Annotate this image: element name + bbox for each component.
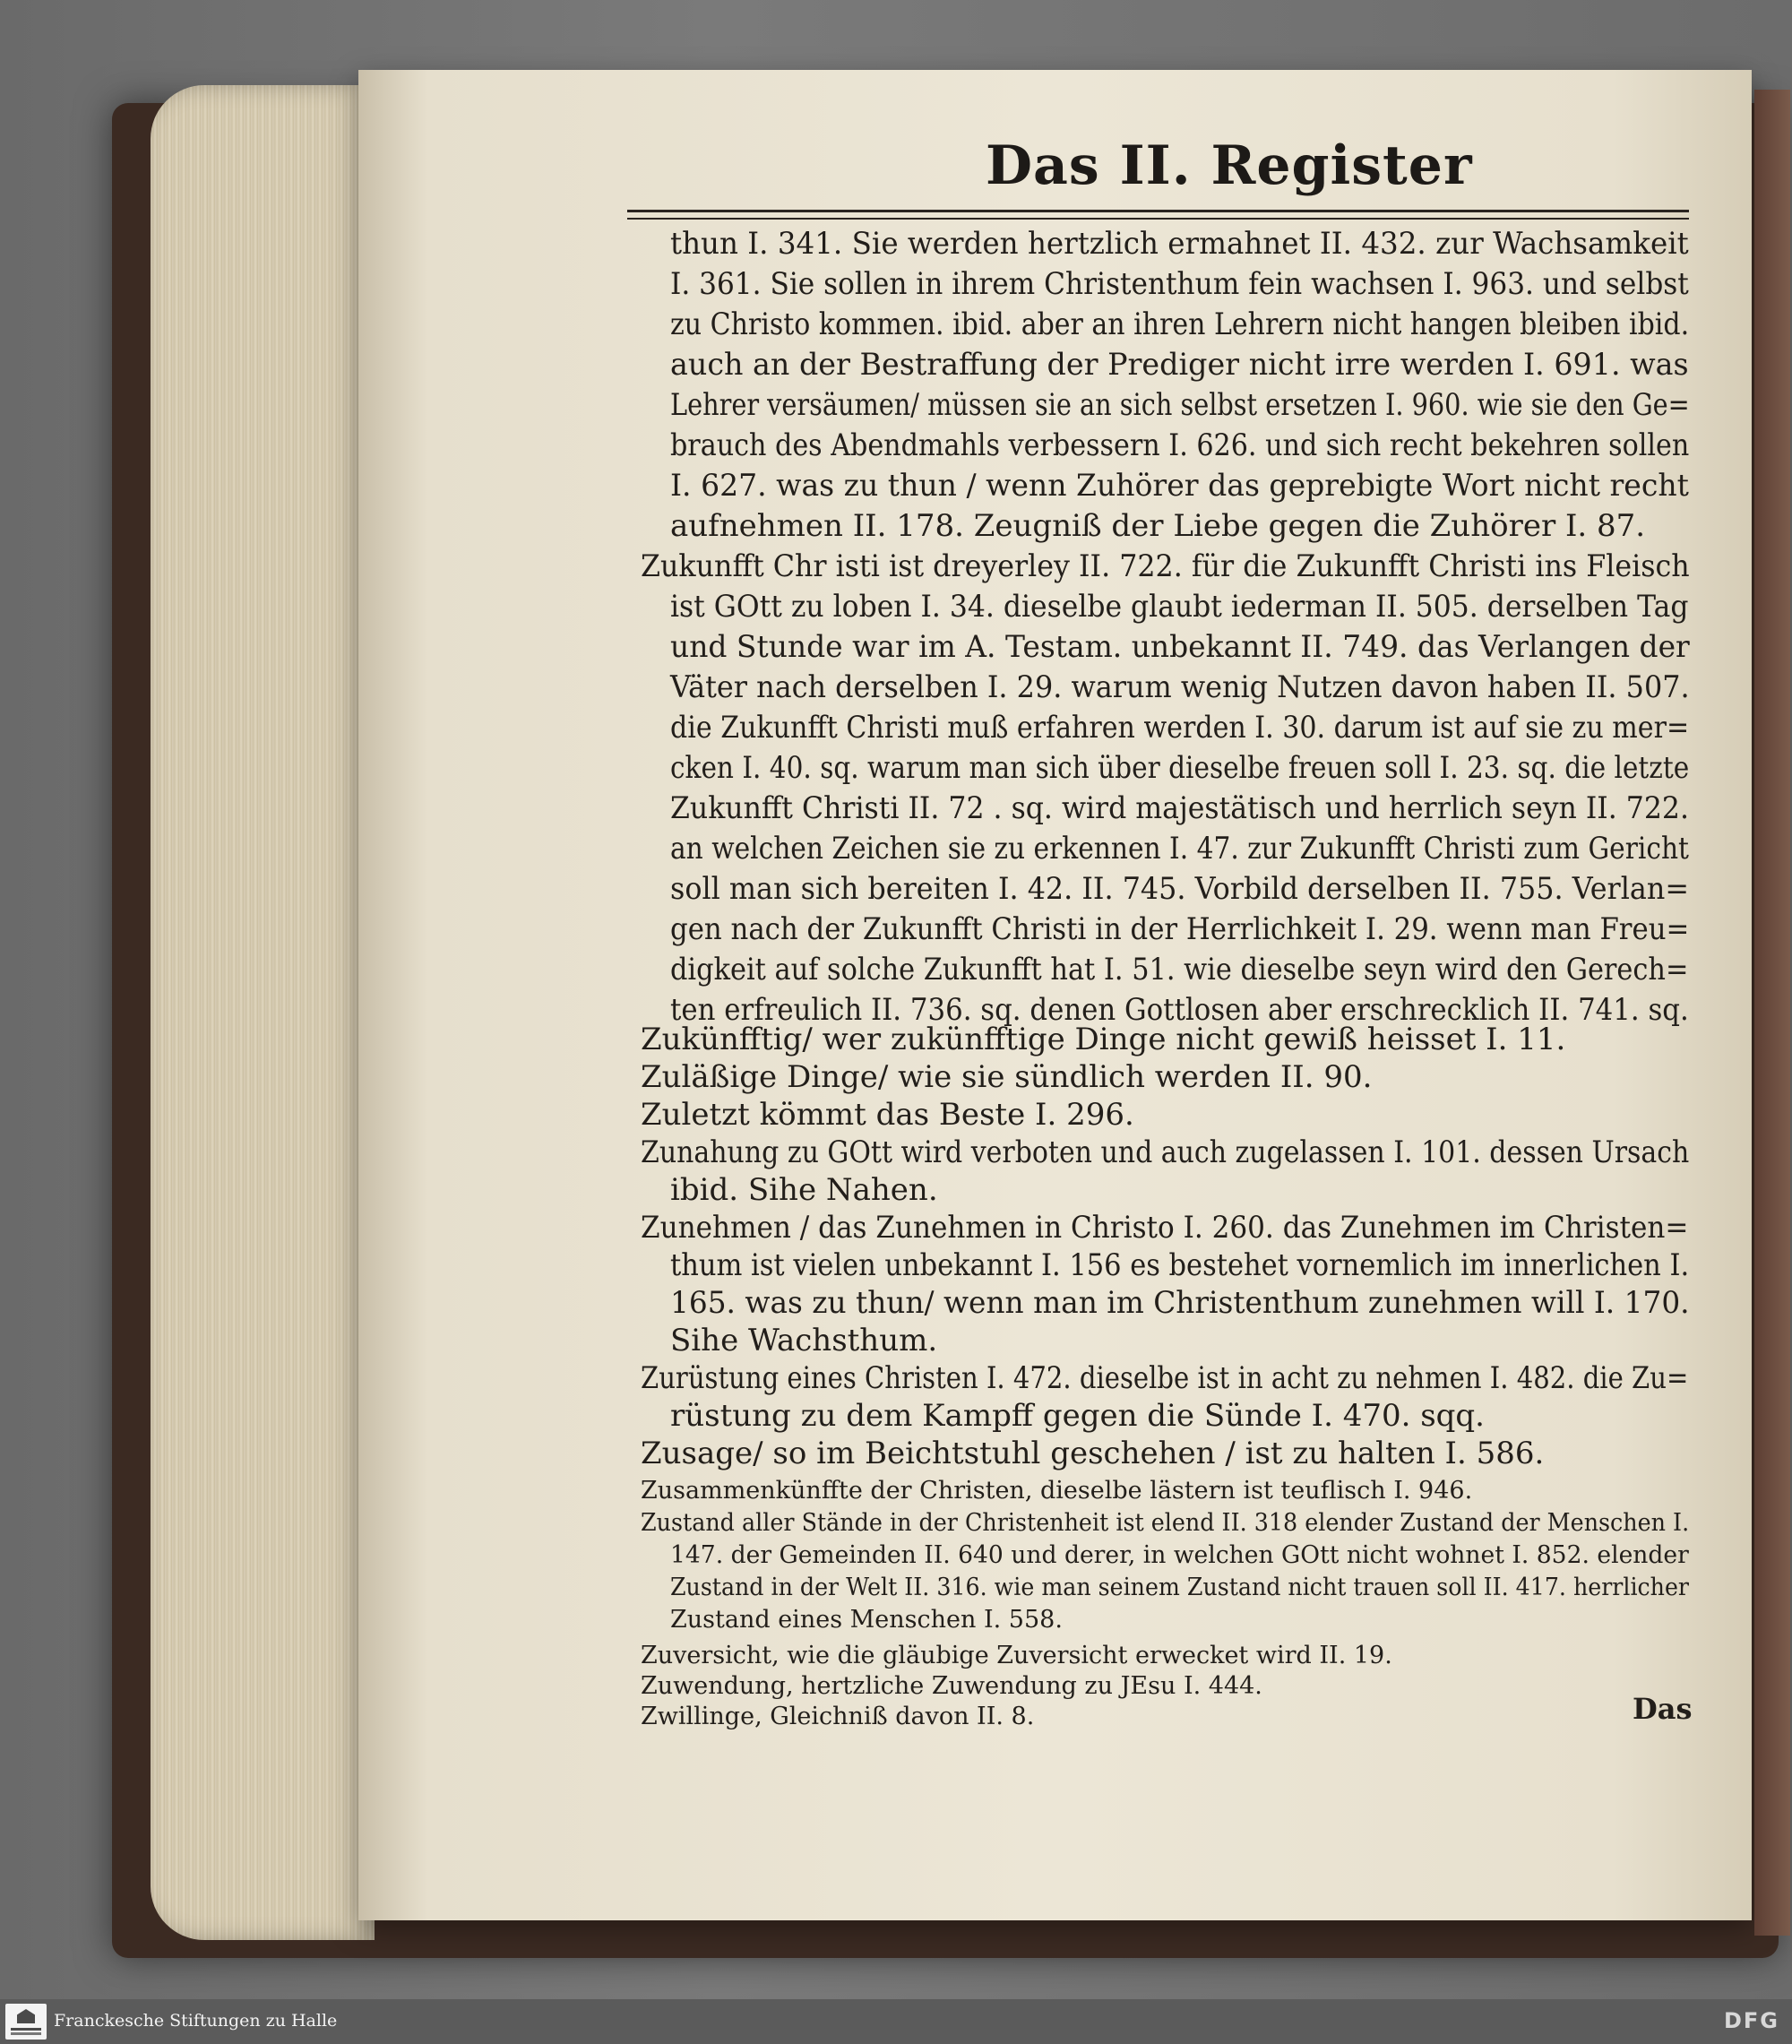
index-line: soll man sich bereiten I. 42. II. 745. Vorbild derselben II. 755. Verlan=: [670, 871, 1689, 907]
index-line: Zunahung zu GOtt wird verboten und auch zugelassen I. 101. dessen Ursach: [641, 1134, 1690, 1170]
index-line: Sihe Wachsthum.: [670, 1323, 938, 1358]
catchword: Das: [1633, 1692, 1693, 1726]
index-line: Zurüstung eines Christen I. 472. dieselbe ist in acht zu nehmen I. 482. die Zu=: [641, 1360, 1689, 1396]
index-line: Zuletzt kömmt das Beste I. 296.: [641, 1097, 1134, 1133]
index-line: Zustand aller Stände in der Christenheit ist elend II. 318 elender Zustand der Menschen I.: [641, 1509, 1690, 1537]
index-line: Zustand eines Menschen I. 558.: [670, 1606, 1063, 1634]
index-line: brauch des Abendmahls verbessern I. 626. und sich recht bekehren sollen: [670, 427, 1690, 463]
institution-logo-icon[interactable]: [5, 2004, 47, 2040]
index-line: Zukunfft Chr isti ist dreyerley II. 722. für die Zukunfft Christi ins Fleisch: [641, 548, 1690, 584]
index-line: Zukünfftig/ wer zukünfftige Dinge nicht gewiß heisset I. 11.: [641, 1022, 1566, 1057]
adjacent-page-edge: [1754, 90, 1790, 1936]
index-line: cken I. 40. sq. warum man sich über dieselbe freuen soll I. 23. sq. die letzte: [670, 750, 1690, 786]
index-line: Zwillinge, Gleichniß davon II. 8.: [641, 1703, 1035, 1730]
page-edges: [151, 85, 375, 1940]
institution-name[interactable]: Franckesche Stiftungen zu Halle: [54, 2011, 338, 2031]
index-line: rüstung zu dem Kampff gegen die Sünde I. 470. sqq.: [670, 1398, 1485, 1434]
index-line: I. 361. Sie sollen in ihrem Christenthum fein wachsen I. 963. und selbst: [670, 266, 1689, 302]
index-line: Zustand in der Welt II. 316. wie man seinem Zustand nicht trauen soll II. 417. herrlicher: [670, 1574, 1690, 1601]
page-header-title: Das II. Register: [986, 134, 1473, 197]
index-line: Zusammenkünffte der Christen, dieselbe lästern ist teuflisch I. 946.: [641, 1477, 1473, 1505]
index-line: auch an der Bestraffung der Prediger nicht irre werden I. 691. was: [670, 347, 1689, 383]
index-line: die Zukunfft Christi muß erfahren werden I. 30. darum ist auf sie zu mer=: [670, 710, 1690, 746]
index-line: zu Christo kommen. ibid. aber an ihren Lehrern nicht hangen bleiben ibid.: [670, 306, 1690, 342]
index-line: thum ist vielen unbekannt I. 156 es bestehet vornemlich im innerlichen I.: [670, 1247, 1690, 1283]
dfg-logo: DFG: [1723, 2008, 1779, 2033]
header-rule: [627, 210, 1689, 220]
index-line: Zukunfft Christi II. 72 . sq. wird majestätisch und herrlich seyn II. 722.: [670, 790, 1689, 826]
index-line: 147. der Gemeinden II. 640 und derer, in welchen GOtt nicht wohnet I. 852. elender: [670, 1541, 1689, 1569]
viewer-footer: [0, 1999, 1792, 2044]
index-line: digkeit auf solche Zukunfft hat I. 51. wie dieselbe seyn wird den Gerech=: [670, 952, 1689, 988]
index-line: Zunehmen / das Zunehmen in Christo I. 260. das Zunehmen im Christen=: [641, 1210, 1689, 1246]
index-line: ibid. Sihe Nahen.: [670, 1172, 938, 1208]
index-line: Lehrer versäumen/ müssen sie an sich selbst ersetzen I. 960. wie sie den Ge=: [670, 387, 1690, 423]
index-line: Zusage/ so im Beichtstuhl geschehen / ist zu halten I. 586.: [641, 1436, 1545, 1471]
index-line: Zuversicht, wie die gläubige Zuversicht erwecket wird II. 19.: [641, 1642, 1392, 1669]
index-line: 165. was zu thun/ wenn man im Christenthum zunehmen will I. 170.: [670, 1285, 1690, 1321]
index-line: an welchen Zeichen sie zu erkennen I. 47. zur Zukunfft Christi zum Gericht: [670, 831, 1689, 867]
index-line: ten erfreulich II. 736. sq. denen Gottlosen aber erschrecklich II. 741. sq.: [670, 992, 1689, 1028]
index-line: Zuwendung, hertzliche Zuwendung zu JEsu I. 444.: [641, 1672, 1262, 1700]
index-line: thun I. 341. Sie werden hertzlich ermahnet II. 432. zur Wachsamkeit: [670, 226, 1689, 262]
index-line: und Stunde war im A. Testam. unbekannt II. 749. das Verlangen der: [670, 629, 1690, 665]
index-line: Zuläßige Dinge/ wie sie sündlich werden II. 90.: [641, 1059, 1373, 1095]
index-line: Väter nach derselben I. 29. warum wenig Nutzen davon haben II. 507.: [670, 669, 1690, 705]
index-line: I. 627. was zu thun / wenn Zuhörer das geprebigte Wort nicht recht: [670, 468, 1689, 504]
index-line: ist GOtt zu loben I. 34. dieselbe glaubt iederman II. 505. derselben Tag: [670, 589, 1689, 625]
index-line: gen nach der Zukunfft Christi in der Herrlichkeit I. 29. wenn man Freu=: [670, 911, 1690, 947]
index-line: aufnehmen II. 178. Zeugniß der Liebe gegen die Zuhörer I. 87.: [670, 508, 1646, 544]
